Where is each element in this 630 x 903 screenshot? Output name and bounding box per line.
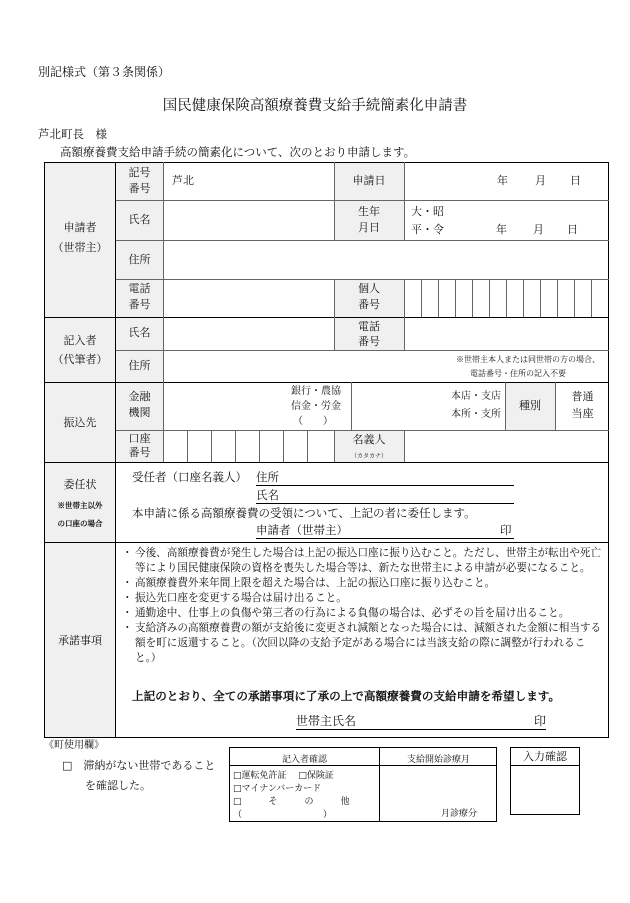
filler-sublabel: （代筆者） (52, 353, 108, 366)
phone-label: 電話 (128, 282, 151, 295)
era-options-2[interactable]: 平・令 (411, 223, 444, 236)
address-label: 住所 (128, 253, 151, 266)
delegator-sign-line[interactable] (256, 538, 514, 539)
page-title: 国民健康保険高額療養費支給手続簡素化申請書 (162, 98, 468, 114)
kigo-value[interactable]: 芦北 (172, 174, 194, 187)
delegation-note: ※世帯主以外 (57, 501, 103, 510)
consent-label: 承諾事項 (58, 634, 102, 647)
fin-inst-label: 金融 (128, 390, 151, 403)
personal-number-label: 個人 (358, 282, 380, 295)
start-month-unit: 月診療分 (441, 809, 478, 819)
delegate-name-line[interactable] (256, 503, 514, 504)
filler-label: 記入者 (63, 334, 97, 347)
delegate-name-label: 氏名 (256, 488, 279, 502)
account-kind-current[interactable]: 当座 (571, 407, 594, 420)
addressee: 芦北町長 様 (38, 127, 107, 141)
date-label: 申請日 (352, 174, 386, 187)
consent-item: ・ 今後、高額療養費が発生した場合は上記の振込口座に振り込むこと。ただし、世帯主が転出や死亡等により国民健康保険の資格を喪失した場合等は、新たな世帯主による申請が必要になること。 (125, 546, 603, 576)
delegation-label: 委任状 (63, 478, 97, 491)
filler-label-bg (45, 318, 115, 382)
delegation-seal: 印 (500, 523, 512, 537)
filler-address-label: 住所 (128, 359, 151, 372)
account-kind-ordinary[interactable]: 普通 (571, 390, 594, 403)
confirm-option-4: （ ） (233, 810, 333, 820)
delegate-address-label: 住所 (256, 470, 279, 484)
delegate-label: 受任者（口座名義人） (132, 470, 247, 484)
account-kind-label: 種別 (519, 399, 541, 412)
confirm-option-1[interactable]: □運転免許証 □保険証 (233, 771, 334, 781)
birth-label: 生年 (358, 205, 380, 218)
bank-types[interactable]: 銀行・農協 (291, 386, 341, 397)
form-reference: 別記様式（第３条関係） (38, 65, 171, 79)
date-year[interactable]: 年 (497, 174, 508, 187)
consent-statement: 上記のとおり、全ての承諾事項に了承の上で高額療養費の支給申請を希望します。 (132, 689, 561, 703)
holder-label: 名義人 (352, 433, 386, 446)
filler-name-label: 氏名 (128, 326, 151, 339)
office-use-heading: 《町使用欄》 (44, 740, 104, 751)
confirm-option-2[interactable]: □マイナンバーカード (233, 784, 322, 794)
name-label: 氏名 (128, 213, 151, 226)
kigo-label: 記号 (128, 166, 151, 179)
consent-items (125, 546, 603, 666)
era-options-1[interactable]: 大・昭 (411, 205, 444, 218)
delegation-statement: 本申請に係る高額療養費の受領について、上記の者に委任します。 (132, 506, 476, 520)
date-day[interactable]: 日 (570, 174, 581, 187)
date-month[interactable]: 月 (535, 174, 546, 187)
consent-item: ・ 高額療養費外来年間上限を超えた場合は、上記の振込口座に振り込むこと。 (125, 576, 603, 591)
start-month-header: 支給開始診療月 (406, 755, 470, 765)
input-confirm-header: 入力確認 (523, 750, 567, 763)
no-arrears-check[interactable]: □ 滞納がない世帯であること (62, 759, 216, 772)
consent-item: ・ 通勤途中、仕事上の負傷や第三者の行為による負傷の場合は、必ずその旨を届け出ること。 (125, 606, 603, 621)
filler-phone-label: 電話 (358, 320, 380, 333)
applicant-label: 申請者 (63, 221, 97, 234)
consent-seal: 印 (534, 714, 547, 728)
bank-label: 振込先 (63, 416, 97, 429)
intro-text: 高額療養費支給申請手続の簡素化について、次のとおり申請します。 (60, 145, 416, 159)
applicant-sublabel: （世帯主） (52, 241, 108, 254)
delegate-address-line[interactable] (256, 485, 514, 486)
branch-options[interactable]: 本店・支店 (451, 391, 501, 402)
filler-note: ※世帯主本人または同世帯の方の場合、 (456, 355, 600, 364)
delegator-label: 申請者（世帯主） (256, 523, 348, 537)
householder-name-label: 世帯主氏名 (296, 714, 357, 728)
filler-confirm-header: 記入者確認 (281, 755, 327, 765)
account-number-label: 口座 (128, 432, 151, 445)
birth-year[interactable]: 年 (496, 223, 507, 236)
householder-sign-line[interactable] (296, 729, 546, 730)
consent-item: ・ 支給済みの高額療養費の額が支給後に変更され減額となった場合には、減額された金額に相当する額を町に返還すること。（次回以降の支給予定がある場合には当該支給の際に調整が行われること。） (125, 621, 603, 666)
confirm-option-3[interactable]: □ そ の 他 (233, 797, 350, 807)
birth-day[interactable]: 日 (567, 223, 578, 236)
consent-item: ・ 振込先口座を変更する場合は届け出ること。 (125, 591, 603, 606)
birth-month[interactable]: 月 (533, 223, 544, 236)
